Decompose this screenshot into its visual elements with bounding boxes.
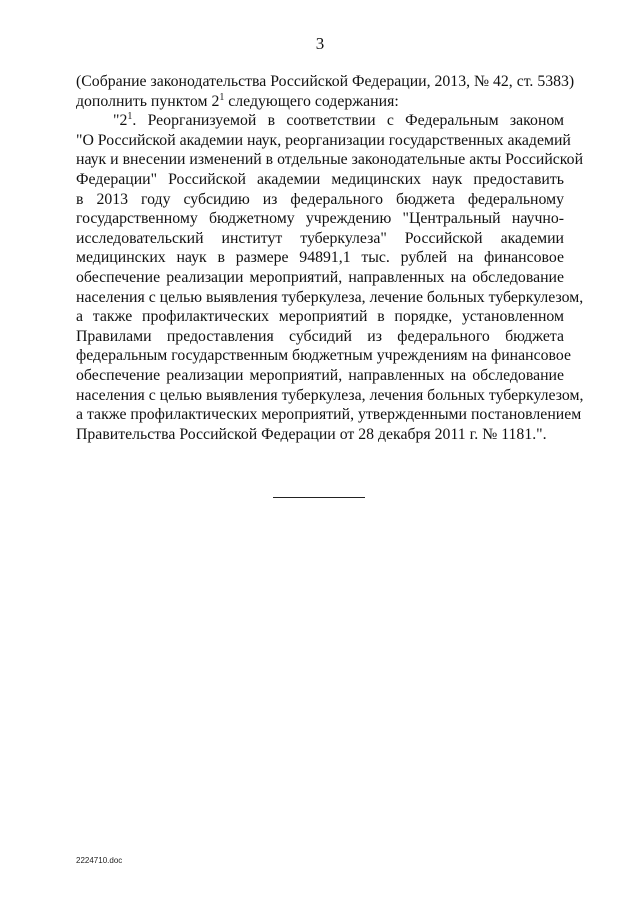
superscript-marker: 1 [219,91,225,103]
body-line-2-text: дополнить пунктом 2 [76,92,220,110]
body-line-12: населения с целью выявления туберкулеза, лечение больных туберкулезом, [76,288,584,306]
body-line-2-tail: следующего содержания: [224,92,399,110]
body-line-8: государственному бюджетному учреждению "Центральный научно- [76,210,564,228]
body-line-17: населения с целью выявления туберкулеза, лечения больных туберкулезом, [76,386,584,404]
body-line-1: (Собрание законодательства Российской Федерации, 2013, № 42, ст. 5383) [76,73,575,90]
body-line-14: Правилами предоставления субсидий из федерального бюджета [76,327,564,345]
page-number: 3 [315,34,325,53]
body-line-11: обеспечение реализации мероприятий, направленных на обследование [76,268,564,286]
body-line-2 [76,92,564,112]
body-line-19: Правительства Российской Федерации от 28 декабря 2011 г. № 1181.". [76,425,547,443]
body-line-6: Федерации" Российской академии медицинских наук предоставить [76,170,564,188]
footer-file-name: 2224710.doc [76,856,123,865]
body-line-13: а также профилактических мероприятий в порядке, установленном [76,308,564,326]
body-line-16: обеспечение реализации мероприятий, направленных на обследование [76,366,564,384]
body-line-3-tail: . Реорганизуемой в соответствии с Федеральным законом [132,112,564,130]
body-line-9: исследовательский институт туберкулеза" Российской академии [76,229,564,247]
body-line-10: медицинских наук в размере 94891,1 тыс. рублей на финансовое [76,249,564,267]
body-line-3-text: "2 [113,112,128,130]
document-body [76,72,584,444]
body-line-15: федеральным государственным бюджетным учреждениям на финансовое [76,347,571,365]
separator-line [273,497,365,498]
body-line-18: а также профилактических мероприятий, утвержденными постановлением [76,406,582,424]
superscript-marker: 1 [127,111,133,123]
body-line-7: в 2013 году субсидию из федерального бюджета федеральному [76,190,564,208]
body-line-3 [76,111,564,131]
body-line-5: наук и внесении изменений в отдельные законодательные акты Российской [76,151,584,169]
body-line-4: "О Российской академии наук, реорганизации государственных академий [76,131,571,149]
